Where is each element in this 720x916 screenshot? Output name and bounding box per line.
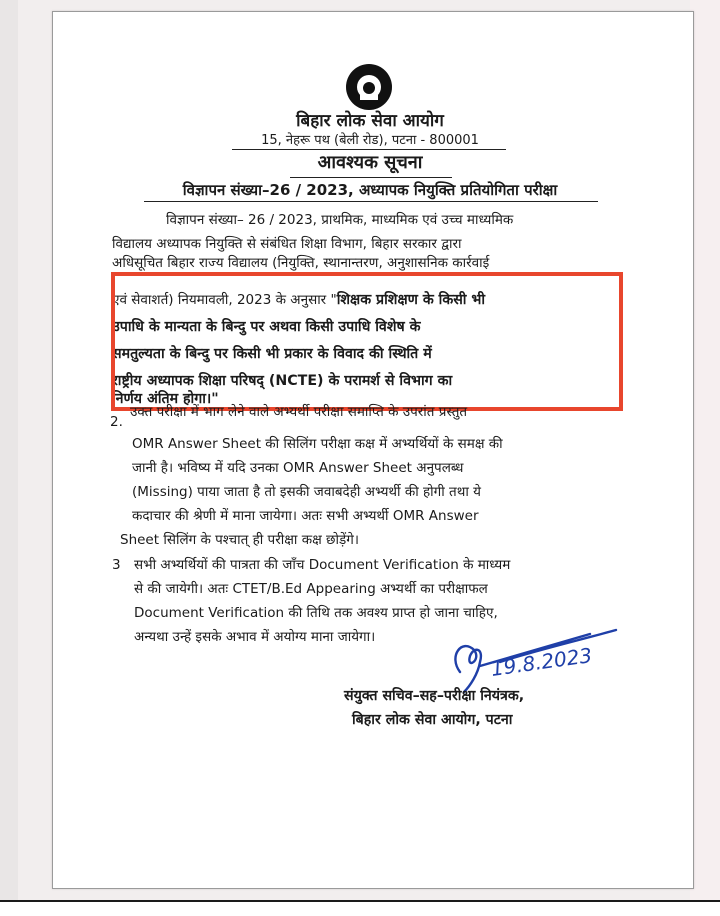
- para3-line3: Document Verification की तिथि तक अवश्य प्राप्त हो जाना चाहिए,: [134, 605, 498, 621]
- para1-line3-cut: अधिसूचित बिहार राज्य विद्यालय (नियुक्ति, स्थानान्तरण, अनुशासनिक कार्रवाई: [112, 255, 490, 271]
- para1-line4-bold: शिक्षक प्रशिक्षण के किसी भी: [336, 292, 486, 308]
- org-name: बिहार लोक सेवा आयोग: [296, 111, 444, 131]
- para1-line6: समतुल्यता के बिन्दु पर किसी भी प्रकार के विवाद की स्थिति में: [112, 346, 432, 362]
- right-margin: [690, 0, 720, 914]
- highlight-box: [111, 272, 623, 411]
- para2-line0-cut: उक्त परीक्षा में भाग लेने वाले अभ्यर्थी परीक्षा समाप्ति के उपरांत प्रस्तुत: [130, 404, 468, 420]
- left-margin: [0, 0, 18, 914]
- para2-line5: Sheet सिलिंग के पश्चात् ही परीक्षा कक्ष छोड़ेंगे।: [120, 532, 359, 548]
- para1-line1: विज्ञापन संख्या– 26 / 2023, प्राथमिक, माध्यमिक एवं उच्च माध्यमिक: [166, 212, 514, 228]
- para2-line1: OMR Answer Sheet की सिलिंग परीक्षा कक्ष में अभ्यर्थियों के समक्ष की: [132, 436, 503, 452]
- para2-number: 2.: [110, 414, 123, 430]
- notice-underline: [290, 177, 452, 178]
- bpsc-emblem-icon: [346, 64, 392, 110]
- signature-date: 19.8.2023: [489, 643, 594, 681]
- para2-line4: कदाचार की श्रेणी में माना जायेगा। अतः सभी अभ्यर्थी OMR Answer: [132, 508, 479, 524]
- para3-number: 3: [112, 557, 121, 573]
- para1-line7: राष्ट्रीय अध्यापक शिक्षा परिषद् (NCTE) के परामर्श से विभाग का: [112, 373, 453, 389]
- para1-line5: उपाधि के मान्यता के बिन्दु पर अथवा किसी उपाधि विशेष के: [112, 319, 421, 335]
- org-address: 15, नेहरू पथ (बेली रोड), पटना - 800001: [261, 133, 479, 148]
- para3-line1: सभी अभ्यर्थियों की पात्रता की जाँच Document Verification के माध्यम: [134, 557, 511, 573]
- advertisement-underline: [144, 201, 598, 202]
- para3-line4: अन्यथा उन्हें इसके अभाव में अयोग्य माना जायेगा।: [134, 629, 376, 645]
- para1-line4-normal: एवं सेवाशर्त) नियमावली, 2023 के अनुसार ": [112, 292, 337, 308]
- para1-line2: विद्यालय अध्यापक नियुक्ति से संबंधित शिक्षा विभाग, बिहार सरकार द्वारा: [112, 236, 462, 252]
- signatory-designation: संयुक्त सचिव–सह–परीक्षा नियंत्रक,: [344, 688, 525, 704]
- advertisement-line: विज्ञापन संख्या–26 / 2023, अध्यापक नियुक्ति प्रतियोगिता परीक्षा: [182, 181, 558, 199]
- para3-line2: से की जायेगी। अतः CTET/B.Ed Appearing अभ्यर्थी का परीक्षाफल: [134, 581, 488, 597]
- signatory-office: बिहार लोक सेवा आयोग, पटना: [352, 712, 513, 728]
- para2-line2: जानी है। भविष्य में यदि उनका OMR Answer Sheet अनुपलब्ध: [132, 460, 464, 476]
- para2-line3: (Missing) पाया जाता है तो इसकी जवाबदेही अभ्यर्थी की होगी तथा ये: [132, 484, 481, 500]
- para1-line8: निर्णय अंतिम होगा।": [112, 391, 219, 407]
- notice-title: आवश्यक सूचना: [317, 152, 423, 173]
- bottom-strip: [0, 900, 720, 916]
